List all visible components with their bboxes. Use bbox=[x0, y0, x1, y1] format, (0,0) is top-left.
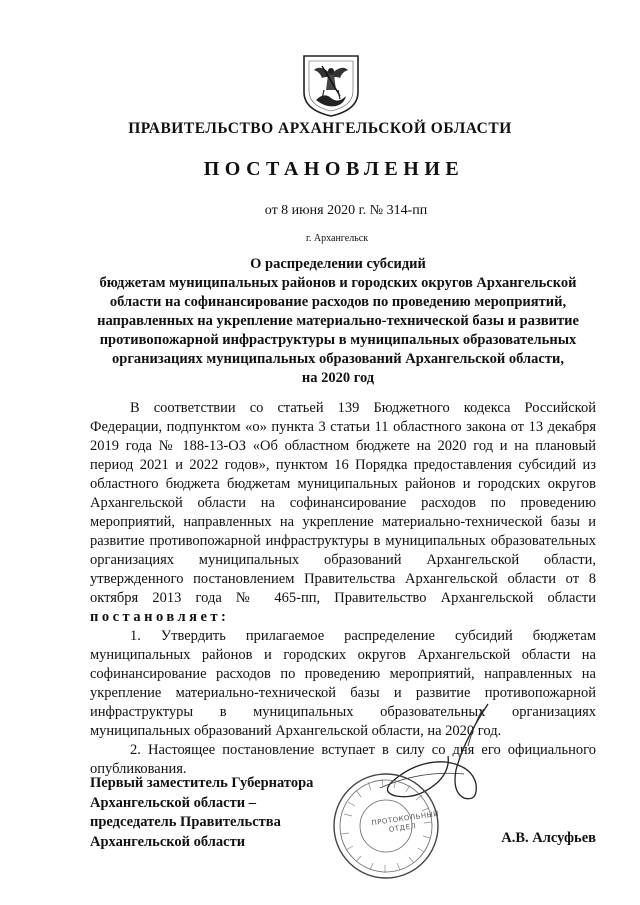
title-line: противопожарной инфраструктуры в муниципальных образовательных bbox=[99, 332, 577, 348]
title-line: О распределении субсидий bbox=[250, 256, 426, 272]
signatory-position-line: Архангельской области – bbox=[90, 794, 256, 811]
decree-word: постановляет bbox=[90, 609, 222, 625]
signatory-position-line: председатель Правительства bbox=[90, 814, 281, 830]
resolution-item-1: 1. Утвердить прилагаемое распределение субсидий бюджетам муниципальных районов и городских округов Архангельской области на софинансирование расходов по проведению мероприятий, направленных на укрепление материально-технической базы и развитие противопожарной инфраструктуры в муниципальных образовательных организациях муниципальных образований Архангельской области, на 2020 год. bbox=[90, 628, 596, 739]
document-date-number: от 8 июня 2020 г. № 314-пп bbox=[264, 203, 428, 218]
resolution-item-2: 2. Настоящее постановление вступает в силу со дня его официального опубликования. bbox=[90, 742, 596, 777]
document-city: г. Архангельск bbox=[305, 233, 369, 244]
document-title bbox=[80, 255, 596, 388]
government-name: ПРАВИТЕЛЬСТВО АРХАНГЕЛЬСКОЙ ОБЛАСТИ bbox=[128, 120, 512, 137]
document-body bbox=[90, 399, 596, 779]
title-line: бюджетам муниципальных районов и городских округов Архангельской bbox=[99, 275, 577, 291]
stamp-label: ПРОТОКОЛЬНЫЙ ОТДЕЛ bbox=[371, 809, 440, 834]
arkhangelsk-coat-of-arms-icon bbox=[300, 52, 362, 118]
signatory-name: А.В. Алсуфьев bbox=[501, 830, 596, 846]
signatory-position bbox=[90, 774, 313, 852]
title-line: организациях муниципальных образований Архангельской области, bbox=[112, 351, 564, 367]
preamble-text: В соответствии со статьей 139 Бюджетного кодекса Российской Федерации, подпунктом «о» пункта 3 статьи 11 областного закона от 13 декабря 2019 года № 188-13-ОЗ «Об областном бюджете на 2020 год и на плановый период 2021 и 2022 годов», пунктом 16 Порядка предоставления субсидий из областного бюджета бюджетам муниципальных районов и городских округов Архангельской области на софинансирование расходов по проведению мероприятий, направленных на укрепление материально-технической базы и развитие противопожарной инфраструктуры в муниципальных образовательных организациях муниципальных образований Архангельской области, утвержденного постановлением Правительства Архангельской области от 8 октября 2013 года № 465-пп, Правительство Архангельской области bbox=[90, 400, 596, 606]
signatory-position-line: Первый заместитель Губернатора bbox=[90, 775, 314, 791]
title-line: на 2020 год bbox=[301, 370, 375, 386]
title-line: направленных на укрепление материально-технической базы и развитие bbox=[97, 313, 579, 329]
document-type: ПОСТАНОВЛЕНИЕ bbox=[203, 158, 465, 180]
decree-colon: : bbox=[221, 609, 230, 625]
signatory-position-line: Архангельской области bbox=[90, 833, 246, 850]
title-line: области на софинансирование расходов по проведению мероприятий, bbox=[109, 294, 567, 310]
preamble-paragraph bbox=[90, 399, 596, 627]
